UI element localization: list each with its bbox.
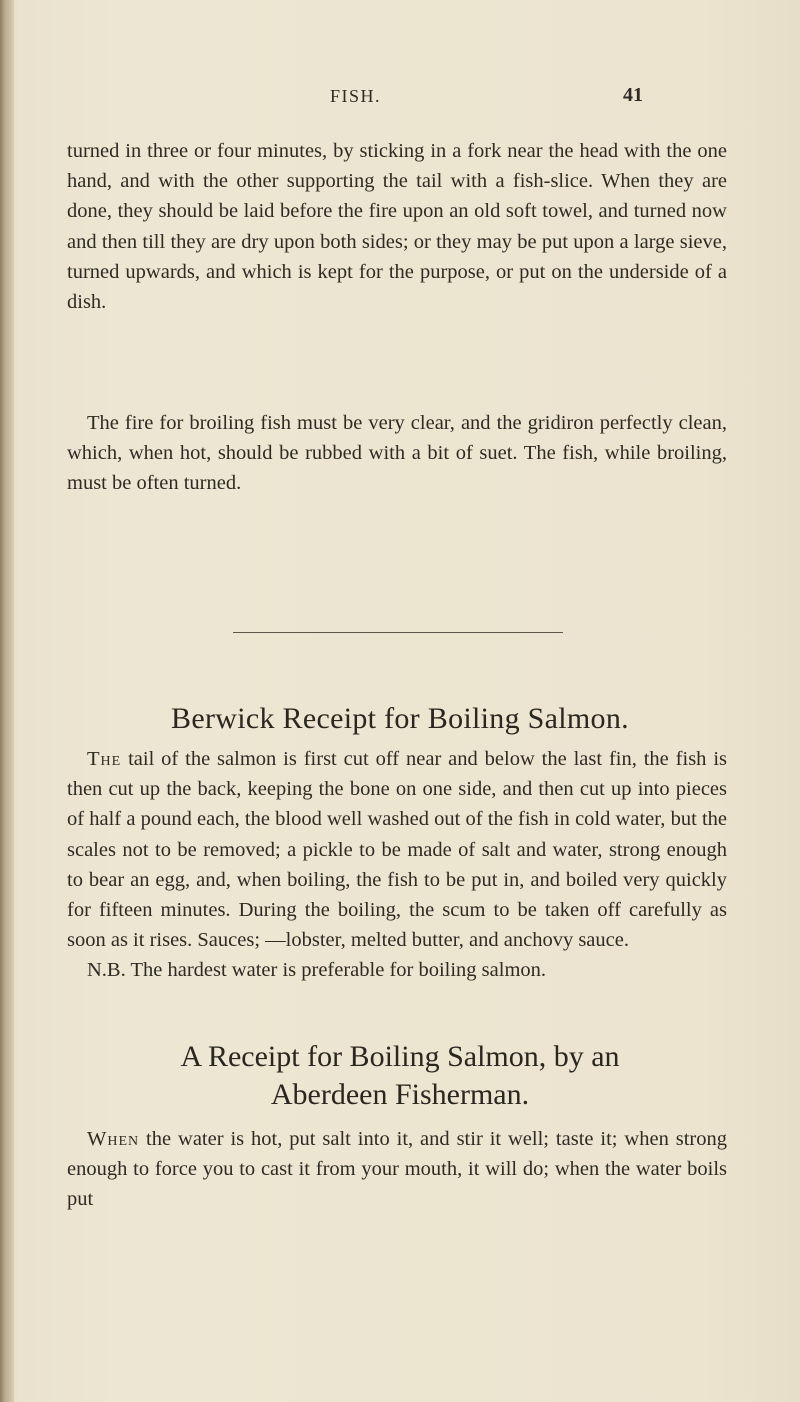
section-body-aberdeen (67, 1124, 727, 1215)
paragraph-aberdeen-receipt (67, 1124, 727, 1215)
heading-line-2: Aberdeen Fisherman. (270, 1078, 530, 1111)
paragraph-broiling: The fire for broiling fish must be very clear, and the gridiron perfectly clean, which, when hot, should be rubbed with a bit of suet. The fish, while broiling, must be often turned. (67, 412, 727, 495)
page-gutter (0, 0, 14, 1402)
running-head (0, 86, 800, 116)
section-divider (233, 632, 563, 633)
section-heading-aberdeen (60, 1038, 740, 1114)
section-body-berwick (67, 744, 727, 986)
heading-line-1: A Receipt for Boiling Salmon, by an (180, 1040, 620, 1073)
paragraph-text: the water is hot, put salt into it, and stir it well; taste it; when strong enough to force you to cast it from your mouth, it will do; when the water boils put (67, 1128, 727, 1211)
paragraph-note: N.B. The hardest water is preferable for boiling salmon. (87, 959, 547, 982)
paragraph-continued: turned in three or four minutes, by sticking in a fork near the head with the one hand, and with the other supporting the tail with a fish-slice. When they are done, they should be laid before the fire upon an old soft towel, and turned now and then till they are dry upon both sides; or they may be put upon a large sieve, turned upwards, and which is kept for the purpose, or put on the underside of a dish. (67, 140, 727, 314)
section-heading-berwick: Berwick Receipt for Boiling Salmon. (171, 702, 629, 735)
running-title: FISH. (330, 86, 382, 106)
paragraph-berwick-receipt (67, 744, 727, 955)
lead-word: The (87, 748, 122, 770)
paragraph-text: tail of the salmon is first cut off near and below the last fin, the fish is then cut up the back, keeping the bone on one side, and then cut up into pieces of half a pound each, the blood well washed out of the fish in cold water, but the scales not to be removed; a pickle to be made of salt and water, strong enough to bear an egg, and, when boiling, the fish to be put in, and boiled very quickly for fifteen minutes. During the boiling, the scum to be taken off carefully as soon as it rises. Sauces; —lobster, melted butter, and anchovy sauce. (67, 748, 727, 952)
page-number: 41 (623, 84, 643, 106)
lead-word: When (87, 1128, 140, 1150)
